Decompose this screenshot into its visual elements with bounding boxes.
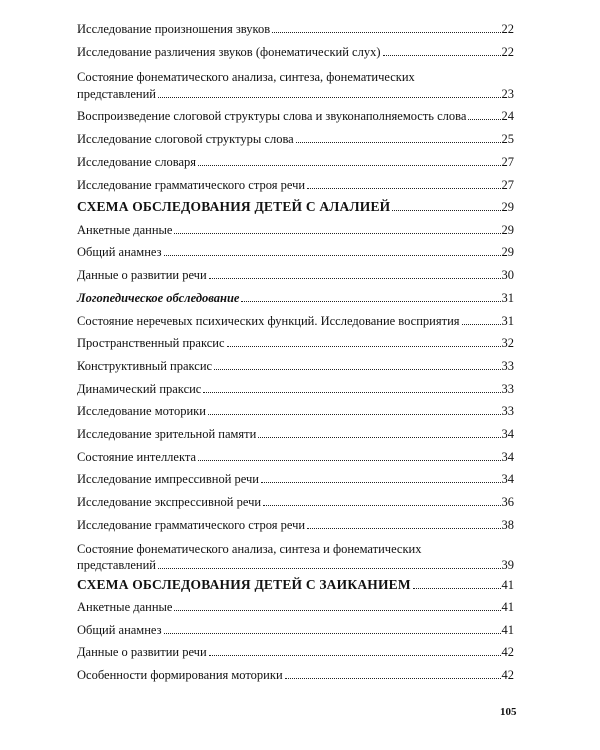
toc-entry-page: 31 <box>501 291 514 305</box>
toc-entry <box>77 109 514 123</box>
toc-entry-title: Исследование произношения звуков <box>77 22 271 36</box>
toc-entry-page: 36 <box>501 495 514 509</box>
toc-entry-title: Логопедическое обследование <box>77 291 240 305</box>
leader-dots <box>285 678 501 679</box>
leader-dots <box>174 610 500 611</box>
leader-dots <box>392 210 500 211</box>
leader-dots <box>413 588 501 589</box>
leader-dots <box>198 460 500 461</box>
toc-entry <box>77 155 514 169</box>
toc-entry-title: Динамический праксис <box>77 382 202 396</box>
toc-entry-page: 38 <box>501 518 514 532</box>
toc-entry-page: 34 <box>501 450 514 464</box>
toc-entry-title: СХЕМА ОБСЛЕДОВАНИЯ ДЕТЕЙ С ЗАИКАНИЕМ <box>77 577 411 592</box>
toc-entry-page: 29 <box>501 245 514 259</box>
toc-entry-page: 29 <box>501 223 514 237</box>
page-number: 105 <box>500 706 517 718</box>
toc-entry-title: Данные о развитии речи <box>77 645 207 659</box>
toc-entry-page: 22 <box>501 22 514 36</box>
leader-dots <box>174 233 500 234</box>
toc-entry <box>77 223 514 237</box>
toc-entry-page: 22 <box>501 45 514 59</box>
leader-dots <box>209 278 501 279</box>
toc-entry-page: 32 <box>501 336 514 350</box>
toc-entry <box>77 518 514 532</box>
leader-dots <box>164 255 501 256</box>
toc-entry-title: Исследование грамматического строя речи <box>77 518 306 532</box>
toc-entry-title: Исследование словаря <box>77 155 197 169</box>
toc-entry-title: Исследование зрительной памяти <box>77 427 257 441</box>
toc-entry-title: Исследование слоговой структуры слова <box>77 132 294 146</box>
toc-entry <box>77 427 514 441</box>
leader-dots <box>164 633 501 634</box>
toc-entry <box>77 404 514 418</box>
leader-dots <box>208 414 501 415</box>
toc-subsection-heading <box>77 291 514 305</box>
toc-entry-page: 25 <box>501 132 514 146</box>
leader-dots <box>383 55 501 56</box>
toc-entry-title: Состояние интеллекта <box>77 450 197 464</box>
leader-dots <box>307 528 500 529</box>
toc-entry-page: 33 <box>501 359 514 373</box>
toc-entry-page: 33 <box>501 404 514 418</box>
leader-dots <box>307 188 500 189</box>
toc-entry-title: Конструктивный праксис <box>77 359 213 373</box>
leader-dots <box>227 346 501 347</box>
toc-entry-title-line1: Состояние фонематического анализа, синтеза, фонематических <box>77 70 415 84</box>
toc-entry-page: 27 <box>501 155 514 169</box>
toc-entry-title: Пространственный праксис <box>77 336 225 350</box>
toc-entry-title: Воспроизведение слоговой структуры слова и звуконаполняемость слова <box>77 109 467 123</box>
leader-dots <box>468 119 500 120</box>
toc-section-heading <box>77 200 514 214</box>
leader-dots <box>272 32 500 33</box>
toc-entry <box>77 542 514 572</box>
toc-entry-page: 39 <box>501 558 514 572</box>
toc-entry-page: 34 <box>501 472 514 486</box>
toc-section-heading <box>77 578 514 592</box>
leader-dots <box>263 505 500 506</box>
toc-entry-title: Анкетные данные <box>77 600 173 614</box>
leader-dots <box>462 324 501 325</box>
toc-entry <box>77 600 514 614</box>
toc-entry <box>77 382 514 396</box>
toc-entry-title: Общий анамнез <box>77 623 162 637</box>
toc-entry-page: 42 <box>501 668 514 682</box>
leader-dots <box>296 142 501 143</box>
toc-entry-title: Общий анамнез <box>77 245 162 259</box>
toc-entry <box>77 668 514 682</box>
toc-entry-page: 41 <box>501 578 514 592</box>
toc-entry-page: 42 <box>501 645 514 659</box>
toc-entry-title-line1: Состояние фонематического анализа, синтеза и фонематических <box>77 542 422 556</box>
toc-entry <box>77 314 514 328</box>
toc-entry-page: 34 <box>501 427 514 441</box>
toc-entry-page: 27 <box>501 178 514 192</box>
toc-entry-page: 31 <box>501 314 514 328</box>
leader-dots <box>158 97 501 98</box>
toc-entry <box>77 472 514 486</box>
toc-entry <box>77 45 514 59</box>
toc-entry-title: Особенности формирования моторики <box>77 668 283 682</box>
toc-entry-title: Данные о развитии речи <box>77 268 207 282</box>
toc-entry-title: Исследование различения звуков (фонематический слух) <box>77 45 381 59</box>
toc-entry-title: представлений <box>77 87 156 101</box>
toc-entry <box>77 359 514 373</box>
toc-entry <box>77 245 514 259</box>
toc-entry <box>77 336 514 350</box>
toc-entry-title: Состояние неречевых психических функций. Исследование восприятия <box>77 314 460 328</box>
toc-entry-title: СХЕМА ОБСЛЕДОВАНИЯ ДЕТЕЙ С АЛАЛИЕЙ <box>77 199 391 214</box>
leader-dots <box>198 165 500 166</box>
toc-entry-title: Исследование грамматического строя речи <box>77 178 306 192</box>
toc-entry <box>77 450 514 464</box>
toc-entry <box>77 178 514 192</box>
toc-entry <box>77 645 514 659</box>
leader-dots <box>261 482 501 483</box>
toc-entry-title: Анкетные данные <box>77 223 173 237</box>
toc-entry <box>77 495 514 509</box>
toc-entry-title: Исследование моторики <box>77 404 206 418</box>
leader-dots <box>258 437 500 438</box>
leader-dots <box>214 369 500 370</box>
toc-entry <box>77 22 514 36</box>
toc-entry <box>77 132 514 146</box>
toc-entry <box>77 268 514 282</box>
toc-entry-title: Исследование импрессивной речи <box>77 472 259 486</box>
toc-entry-page: 29 <box>501 200 514 214</box>
toc-entry-page: 23 <box>501 87 514 101</box>
toc-entry-page: 24 <box>501 109 514 123</box>
toc-entry <box>77 70 514 101</box>
leader-dots <box>241 301 500 302</box>
toc-entry-title: Исследование экспрессивной речи <box>77 495 262 509</box>
toc-entry-page: 41 <box>501 623 514 637</box>
toc-entry <box>77 623 514 637</box>
toc-entry-page: 41 <box>501 600 514 614</box>
toc-entry-page: 33 <box>501 382 514 396</box>
leader-dots <box>203 392 500 393</box>
leader-dots <box>158 568 501 569</box>
toc-entry-title: представлений <box>77 558 156 572</box>
toc-entry-page: 30 <box>501 268 514 282</box>
leader-dots <box>209 655 501 656</box>
